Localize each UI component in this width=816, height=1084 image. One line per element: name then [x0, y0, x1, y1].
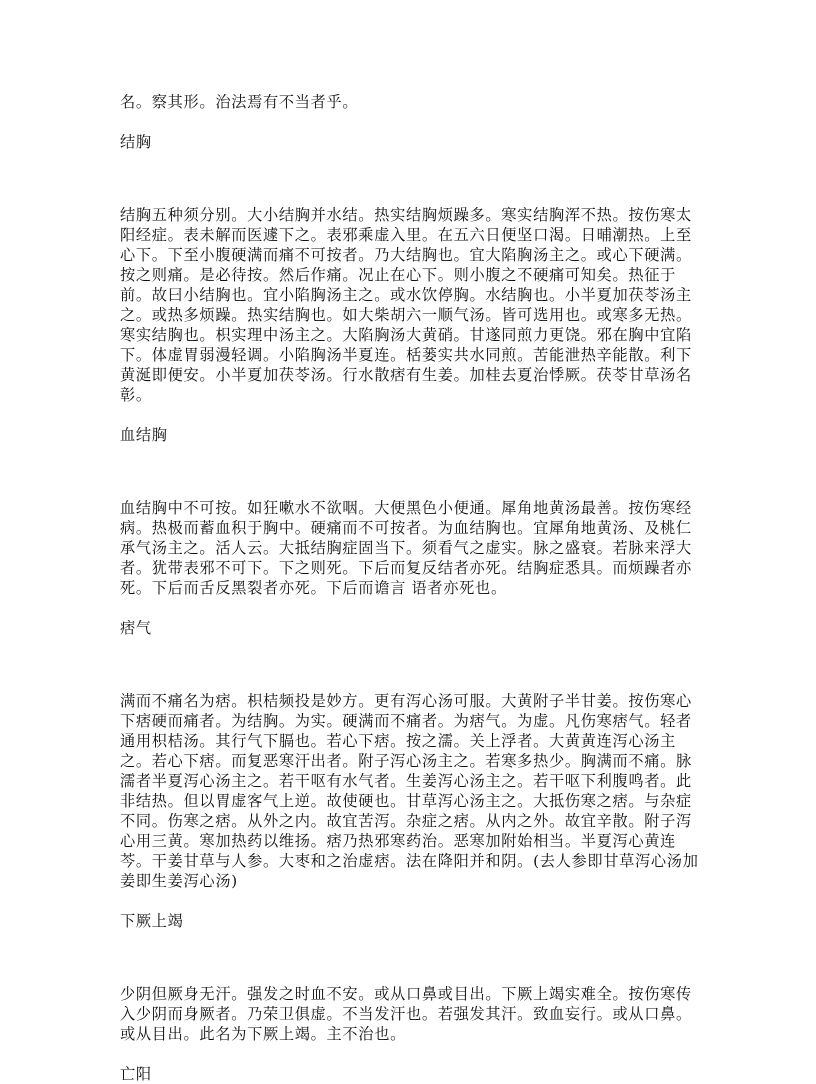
spacer	[120, 638, 700, 691]
section-body-xuejiexiong: 血结胸中不可按。如狂嗽水不欲咽。大便黑色小便通。犀角地黄汤最善。按伤寒经病。热极而蓄血积于胸中。硬痛而不可按者。为血结胸也。宜犀角地黄汤、及桃仁承气汤主之。活人云。大抵结胸症固当下。须看气之虚实。脉之盛衰。若脉来浮大者。犹带表邪不可下。下之则死。下后而复反结者亦死。结胸症悉具。而烦躁者亦死。下后而舌反黑裂者亦死。下后而谵言 语者亦死也。	[120, 499, 692, 597]
section-heading-xuejiexiong: 血结胸	[120, 426, 168, 444]
spacer	[120, 152, 700, 205]
section-body-piqi: 满而不痛名为痞。枳桔频投是妙方。更有泻心汤可服。大黄附子半甘姜。按伤寒心下痞硬而痛者。为结胸。为实。硬满而不痛者。为痞气。为虚。凡伤寒痞气。轻者通用枳桔汤。其行气下膈也。若心下痞。按之濡。关上浮者。大黄黄连泻心汤主之。若心下痞。而复恶寒汗出者。附子泻心汤主之。若寒多热少。胸满而不痛。脉濡者半夏泻心汤主之。若干呕有水气者。生姜泻心汤主之。若干呕下利腹鸣者。此非结热。但以胃虚客气上逆。故使硬也。甘草泻心汤主之。大抵伤寒之痞。与杂症不同。伤寒之痞。从外之内。故宜苦泻。杂症之痞。从内之外。故宜辛散。附子泻心用三黄。寒加热药以维扬。痞乃热邪寒药治。恶寒加附始相当。半夏泻心黄连芩。干姜甘草与人参。大枣和之治虚痞。法在降阳并和阴。(去人参即甘草泻心汤加姜即生姜泻心汤)	[120, 692, 699, 890]
spacer	[120, 891, 700, 911]
spacer	[120, 405, 700, 425]
section-body-jiexiong: 结胸五种须分别。大小结胸并水结。热实结胸烦躁多。寒实结胸浑不热。按伤寒太阳经症。表未解而医遽下之。表邪乘虚入里。在五六日便坚口渴。日晡潮热。上至心下。下至小腹硬满而痛不可按者。乃大结胸也。宜大陷胸汤主之。或心下硬满。按之则痛。是必待按。然后作痛。况止在心下。则小腹之不硬痛可知矣。热征于前。故曰小结胸也。宜小陷胸汤主之。或水饮停胸。水结胸也。小半夏加茯苓汤主之。或热多烦躁。热实结胸也。如大柴胡六一顺气汤。皆可选用也。或寒多无热。寒实结胸也。枳实理中汤主之。大陷胸汤大黄硝。甘遂同煎力更饶。邪在胸中宜陷下。体虚胃弱漫轻调。小陷胸汤半夏连。栝蒌实共水同煎。苦能泄热辛能散。利下黄涎即便安。小半夏加茯苓汤。行水散痞有生姜。加桂去夏治悸厥。茯苓甘草汤名彰。	[120, 206, 692, 404]
spacer	[120, 112, 700, 132]
section-heading-jiexiong: 结胸	[120, 133, 152, 151]
section-heading-xiajueshangjie: 下厥上竭	[120, 912, 184, 930]
spacer	[120, 931, 700, 984]
intro-paragraph: 名。察其形。治法焉有不当者乎。	[120, 93, 359, 111]
spacer	[120, 598, 700, 618]
section-heading-wangyang: 亡阳	[120, 1065, 152, 1083]
section-heading-piqi: 痞气	[120, 619, 152, 637]
section-body-xiajueshangjie: 少阴但厥身无汗。强发之时血不安。或从口鼻或目出。下厥上竭实难全。按伤寒传入少阴而身厥者。乃荣卫俱虚。不当发汗也。若强发其汗。致血妄行。或从口鼻。或从目出。此名为下厥上竭。主不治也。	[120, 985, 692, 1043]
document-page	[120, 92, 700, 1084]
spacer	[120, 1044, 700, 1064]
spacer	[120, 445, 700, 498]
